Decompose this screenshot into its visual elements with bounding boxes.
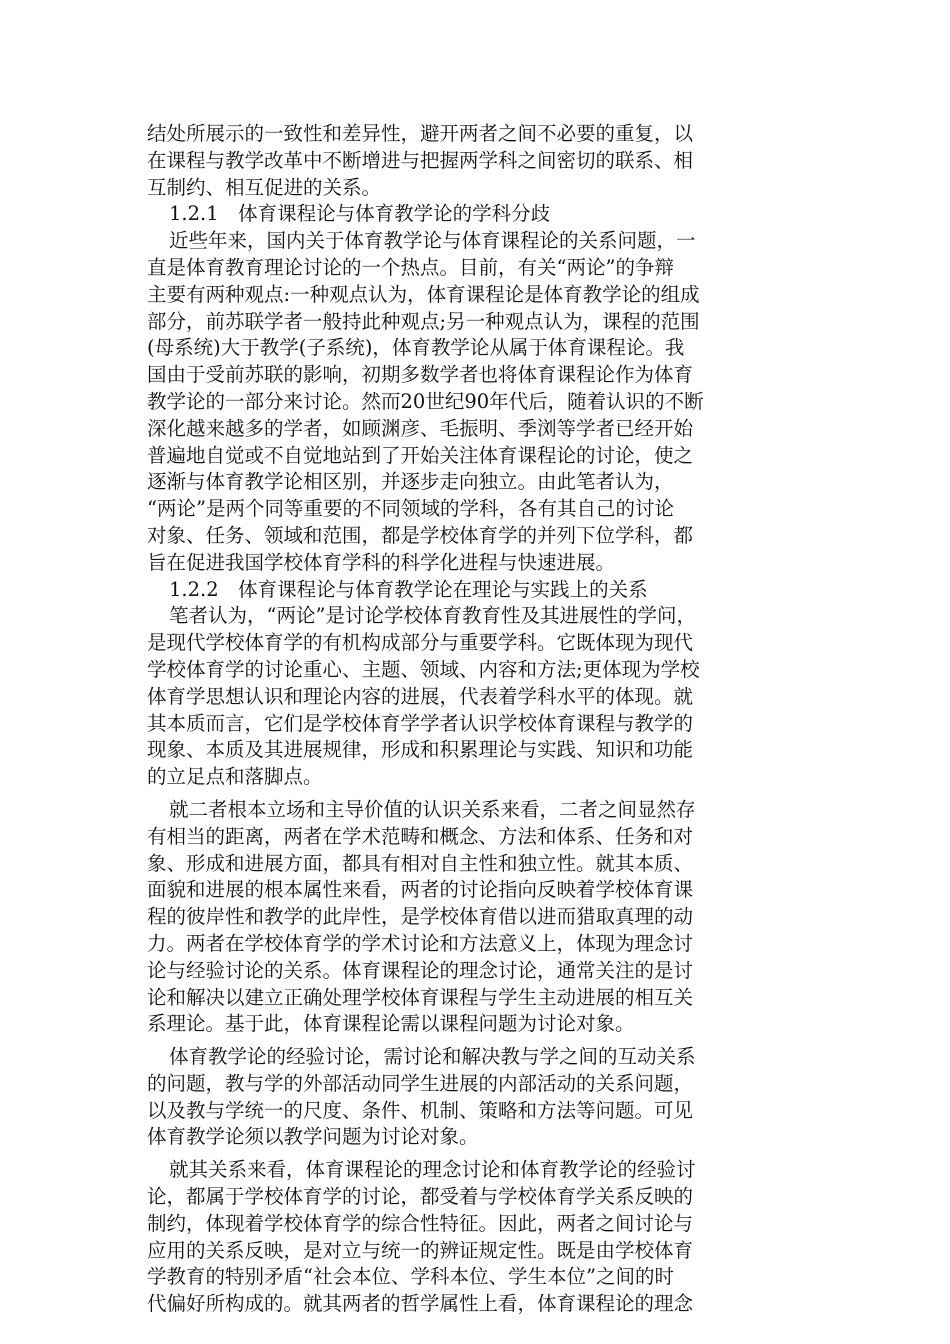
text-line: 1.2.2 体育课程论与体育教学论在理论与实践上的关系 xyxy=(169,577,648,601)
text-line: 制约，体现着学校体育学的综合性特征。因此，两者之间讨论与 xyxy=(147,1211,694,1235)
text-line: 程的彼岸性和教学的此岸性，是学校体育借以进而猎取真理的动 xyxy=(147,905,694,929)
text-line: 就二者根本立场和主导价值的认识关系来看，二者之间显然存 xyxy=(169,797,696,821)
text-line: 的问题，教与学的外部活动同学生进展的内部活动的关系问题， xyxy=(147,1071,694,1095)
text-line: 逐渐与体育教学论相区别，并逐步走向独立。由此笔者认为， xyxy=(147,470,674,494)
text-line: 论与经验讨论的关系。体育课程论的理念讨论，通常关注的是讨 xyxy=(147,958,694,982)
text-line: 学教育的特别矛盾“社会本位、学科本位、学生本位”之间的时 xyxy=(147,1265,674,1289)
text-line: 主要有两种观点:一种观点认为，体育课程论是体育教学论的组成 xyxy=(147,282,700,306)
text-line: 直是体育教育理论讨论的一个热点。目前，有关“两论”的争辩 xyxy=(147,255,674,279)
text-line: 的立足点和落脚点。 xyxy=(147,765,323,789)
text-line: (母系统)大于教学(子系统)，体育教学论从属于体育课程论。我 xyxy=(147,336,685,360)
text-line: 国由于受前苏联的影响，初期多数学者也将体育课程论作为体育 xyxy=(147,363,694,387)
text-line: 体育学思想认识和理论内容的进展，代表着学科水平的体现。就 xyxy=(147,684,694,708)
text-line: 学校体育学的讨论重心、主题、领域、内容和方法;更体现为学校 xyxy=(147,657,700,681)
text-line: 应用的关系反映，是对立与统一的辨证规定性。既是由学校体育 xyxy=(147,1238,694,1262)
text-line: 普遍地自觉或不自觉地站到了开始关注体育课程论的讨论，使之 xyxy=(147,443,694,467)
text-line: 论，都属于学校体育学的讨论，都受着与学校体育学关系反映的 xyxy=(147,1185,694,1209)
text-line: 对象、任务、领域和范围，都是学校体育学的并列下位学科，都 xyxy=(147,523,694,547)
text-line: 系理论。基于此，体育课程论需以课程问题为讨论对象。 xyxy=(147,1012,635,1036)
text-line: 论和解决以建立正确处理学校体育课程与学生主动进展的相互关 xyxy=(147,985,694,1009)
text-line: 代偏好所构成的。就其两者的哲学属性上看，体育课程论的理念 xyxy=(147,1292,694,1316)
text-line: 是现代学校体育学的有机构成部分与重要学科。它既体现为现代 xyxy=(147,631,694,655)
text-line: 教学论的一部分来讨论。然而20世纪90年代后，随着认识的不断 xyxy=(147,389,704,413)
text-line: 有相当的距离，两者在学术范畴和概念、方法和体系、任务和对 xyxy=(147,824,694,848)
text-line: 就其关系来看，体育课程论的理念讨论和体育教学论的经验讨 xyxy=(169,1158,696,1182)
text-line: 象、形成和进展方面，都具有相对自主性和独立性。就其本质、 xyxy=(147,851,694,875)
text-line: 体育教学论须以教学问题为讨论对象。 xyxy=(147,1125,479,1149)
text-line: 旨在促进我国学校体育学科的科学化进程与快速进展。 xyxy=(147,550,616,574)
text-line: “两论”是两个同等重要的不同领域的学科，各有其自己的讨论 xyxy=(147,497,674,521)
text-line: 部分，前苏联学者一般持此种观点;另一种观点认为，课程的范围 xyxy=(147,309,700,333)
document-body xyxy=(147,121,787,1318)
text-line: 力。两者在学校体育学的学术讨论和方法意义上，体现为理念讨 xyxy=(147,931,694,955)
text-line: 1.2.1 体育课程论与体育教学论的学科分歧 xyxy=(169,202,551,226)
text-line: 以及教与学统一的尺度、条件、机制、策略和方法等问题。可见 xyxy=(147,1098,694,1122)
text-line: 现象、本质及其进展规律，形成和积累理论与实践、知识和功能 xyxy=(147,738,694,762)
text-line: 面貌和进展的根本属性来看，两者的讨论指向反映着学校体育课 xyxy=(147,878,694,902)
text-line: 结处所展示的一致性和差异性，避开两者之间不必要的重复，以 xyxy=(147,122,694,145)
text-line: 体育教学论的经验讨论，需讨论和解决教与学之间的互动关系 xyxy=(169,1045,696,1069)
text-line: 笔者认为，“两论”是讨论学校体育教育性及其进展性的学问， xyxy=(169,604,696,628)
text-line: 深化越来越多的学者，如顾渊彦、毛振明、季浏等学者已经开始 xyxy=(147,416,694,440)
text-line: 在课程与教学改革中不断增进与把握两学科之间密切的联系、相 xyxy=(147,148,694,172)
text-line: 近些年来，国内关于体育教学论与体育课程论的关系问题，一 xyxy=(169,229,696,253)
text-line: 其本质而言，它们是学校体育学学者认识学校体育课程与教学的 xyxy=(147,711,694,735)
text-line: 互制约、相互促进的关系。 xyxy=(147,175,382,199)
